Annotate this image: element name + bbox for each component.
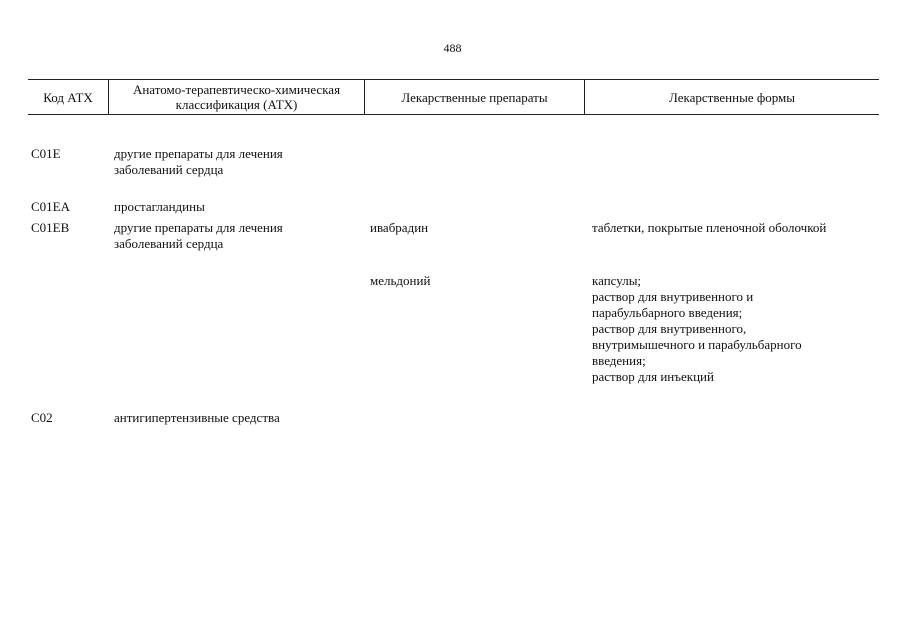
drug-name: ивабрадин <box>370 220 429 235</box>
header-classification-line: классификация (АТХ) <box>175 97 298 112</box>
dosage-forms <box>592 220 882 236</box>
classification-line: простагландины <box>114 199 205 214</box>
header-classification-line: Анатомо-терапевтическо-химическая <box>132 82 341 97</box>
atc-code: C01E <box>31 146 61 161</box>
atc-code: C01EA <box>31 199 70 214</box>
atc-classification <box>114 199 364 215</box>
dosage-form-line: раствор для внутривенного, <box>592 321 747 336</box>
dosage-form-line: внутримышечного и парабульбарного <box>592 337 802 352</box>
classification-line: антигипертензивные средства <box>114 410 280 425</box>
header-code: Код АТХ <box>43 89 93 105</box>
atc-code: C02 <box>31 410 53 425</box>
dosage-form-line: раствор для внутривенного и <box>592 289 754 304</box>
header-drugs: Лекарственные препараты <box>364 80 584 114</box>
dosage-form-line: таблетки, покрытые пленочной оболочкой <box>592 220 827 235</box>
drug-name: мельдоний <box>370 273 431 288</box>
dosage-forms <box>592 273 882 385</box>
dosage-form-line: парабульбарного введения; <box>592 305 743 320</box>
classification-line: другие препараты для лечения <box>114 220 283 235</box>
classification-line: заболеваний сердца <box>114 236 224 251</box>
dosage-form-line: введения; <box>592 353 646 368</box>
page-number: 488 <box>443 41 462 55</box>
header-forms: Лекарственные формы <box>584 80 879 114</box>
atc-classification <box>114 146 364 178</box>
header-classification <box>108 80 364 114</box>
classification-line: заболеваний сердца <box>114 162 224 177</box>
classification-line: другие препараты для лечения <box>114 146 283 161</box>
atc-classification <box>114 410 364 426</box>
atc-classification <box>114 220 364 252</box>
atc-code: C01EB <box>31 220 70 235</box>
table-header <box>28 79 879 115</box>
dosage-form-line: раствор для инъекций <box>592 369 714 384</box>
dosage-form-line: капсулы; <box>592 273 642 288</box>
